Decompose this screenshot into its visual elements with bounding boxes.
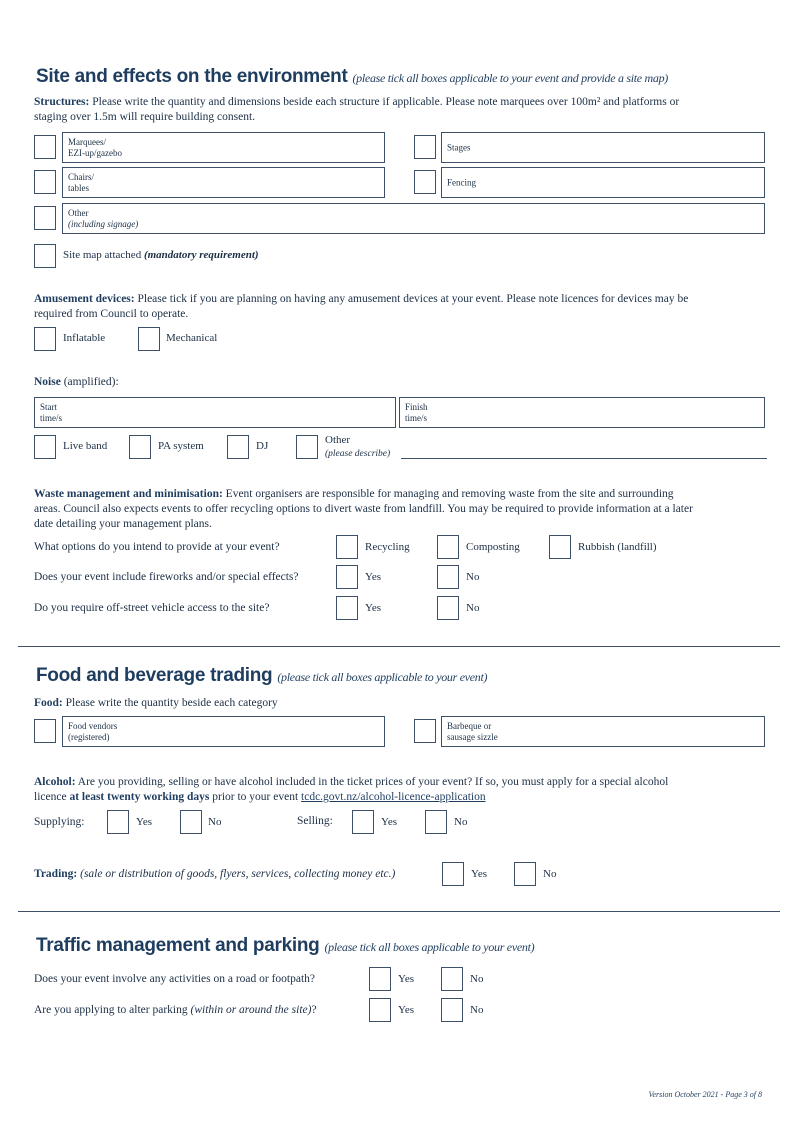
italic-text: (sale or distribution of goods, flyers, services, collecting money etc.) xyxy=(80,868,396,880)
other-noise-checkbox[interactable] xyxy=(296,435,318,459)
text-span: Traffic management and parking xyxy=(36,935,320,956)
recycling-label: Recycling xyxy=(365,541,410,553)
amusement-text-2: required from Council to operate. xyxy=(34,308,189,320)
yes-label: Yes xyxy=(471,868,488,880)
vehicle-no-checkbox[interactable] xyxy=(437,596,459,620)
structures-text-2: staging over 1.5m will require building consent. xyxy=(34,111,256,123)
field-label xyxy=(68,721,117,743)
start-time-field[interactable] xyxy=(34,397,396,428)
section-divider xyxy=(18,911,780,912)
text-span: Trading: xyxy=(34,868,78,880)
chairs-checkbox[interactable] xyxy=(34,170,56,194)
text-span: Waste management and minimisation: xyxy=(34,488,223,500)
selling-yes-checkbox[interactable] xyxy=(352,810,374,834)
marquees-checkbox[interactable] xyxy=(34,135,56,159)
parking-yes-checkbox[interactable] xyxy=(369,998,391,1022)
alcohol-text xyxy=(34,775,668,790)
field-label: Fencing xyxy=(447,177,476,187)
text-span: Barbeque or xyxy=(447,721,492,731)
title-text: Site and effects on the environment xyxy=(36,66,348,87)
field-label xyxy=(68,137,122,159)
text-span: EZI-up/gazebo xyxy=(68,148,122,158)
finish-time-field[interactable] xyxy=(399,397,765,428)
title-note: (please tick all boxes applicable to your event and provide a site map) xyxy=(352,71,668,85)
yes-label: Yes xyxy=(136,816,153,828)
text-span: sausage sizzle xyxy=(447,732,498,742)
section-title-traffic xyxy=(36,935,534,957)
text-span: (mandatory requirement) xyxy=(143,249,259,261)
road-no-checkbox[interactable] xyxy=(441,967,463,991)
italic-text: (please tick all boxes applicable to your event) xyxy=(277,670,488,684)
pa-system-label: PA system xyxy=(158,440,204,452)
text-span: Other xyxy=(325,434,351,446)
text-span: time/s xyxy=(40,413,62,423)
fencing-checkbox[interactable] xyxy=(414,170,436,194)
live-band-checkbox[interactable] xyxy=(34,435,56,459)
inflatable-checkbox[interactable] xyxy=(34,327,56,351)
waste-text-2: areas. Council also expects events to offer recycling options to divert waste from landfill. You may be required to provide information at a later xyxy=(34,503,693,515)
text-span: Start xyxy=(40,402,57,412)
field-label xyxy=(447,721,498,743)
yes-label: Yes xyxy=(365,571,382,583)
text-span: prior to your event xyxy=(212,791,299,803)
text-span: Are you providing, selling or have alcohol included in the ticket prices of your event? If so, you must apply for a special alcohol xyxy=(77,776,669,788)
inflatable-label: Inflatable xyxy=(63,332,106,344)
supplying-yes-checkbox[interactable] xyxy=(107,810,129,834)
waste-text-3: date detailing your management plans. xyxy=(34,518,212,530)
road-question: Does your event involve any activities on a road or footpath? xyxy=(34,973,316,985)
fireworks-no-checkbox[interactable] xyxy=(437,565,459,589)
site-map-label xyxy=(63,249,259,261)
text-span: Site map attached xyxy=(63,249,142,261)
text-span: Are you applying to alter parking xyxy=(34,1004,188,1016)
trading-yes-checkbox[interactable] xyxy=(442,862,464,886)
italic-text: (including signage) xyxy=(68,219,139,229)
supplying-no-checkbox[interactable] xyxy=(180,810,202,834)
waste-options-question: What options do you intend to provide at your event? xyxy=(34,541,280,553)
fireworks-yes-checkbox[interactable] xyxy=(336,565,358,589)
text-span: Other xyxy=(68,208,89,218)
alcohol-text-2 xyxy=(34,790,486,805)
yes-label: Yes xyxy=(381,816,398,828)
text-span: licence xyxy=(34,791,67,803)
selling-label: Selling: xyxy=(297,815,333,827)
mechanical-label: Mechanical xyxy=(166,332,218,344)
text-span: Amusement devices: xyxy=(34,293,135,305)
no-label: No xyxy=(208,816,222,828)
dj-checkbox[interactable] xyxy=(227,435,249,459)
stages-field[interactable] xyxy=(441,132,765,163)
parking-no-checkbox[interactable] xyxy=(441,998,463,1022)
text-span: Chairs/ xyxy=(68,172,94,182)
text: Please write the quantity and dimensions beside each structure if applicable. Please note marquees over 100m² and platforms or xyxy=(92,96,680,108)
field-label xyxy=(405,402,428,424)
noise-heading xyxy=(34,375,119,390)
text-span: Alcohol: xyxy=(34,776,76,788)
bbq-field[interactable] xyxy=(441,716,765,747)
mechanical-checkbox[interactable] xyxy=(138,327,160,351)
trading-text xyxy=(34,867,395,882)
section-divider xyxy=(18,646,780,647)
text-span: Please tick if you are planning on having any amusement devices at your event. Please note licences for devices may be xyxy=(137,293,689,305)
stages-checkbox[interactable] xyxy=(414,135,436,159)
food-vendors-checkbox[interactable] xyxy=(34,719,56,743)
alcohol-licence-link[interactable]: tcdc.govt.nz/alcohol-licence-application xyxy=(301,791,486,803)
pa-system-checkbox[interactable] xyxy=(129,435,151,459)
other-structure-field[interactable] xyxy=(62,203,765,234)
food-text xyxy=(34,696,278,711)
composting-label: Composting xyxy=(466,541,520,553)
fencing-field[interactable] xyxy=(441,167,765,198)
no-label: No xyxy=(470,973,484,985)
live-band-label: Live band xyxy=(63,440,108,452)
italic-text xyxy=(144,249,259,261)
vehicle-yes-checkbox[interactable] xyxy=(336,596,358,620)
no-label: No xyxy=(470,1004,484,1016)
food-vendors-field[interactable] xyxy=(62,716,385,747)
text-span: Food and beverage trading xyxy=(36,665,273,686)
rubbish-checkbox[interactable] xyxy=(549,535,571,559)
structures-text xyxy=(34,95,679,110)
no-label: No xyxy=(454,816,468,828)
section-title-site xyxy=(36,66,668,88)
other-structure-checkbox[interactable] xyxy=(34,206,56,230)
text-span: Noise xyxy=(34,376,61,388)
label: Structures: xyxy=(34,96,90,108)
text-span: time/s xyxy=(405,413,427,423)
text-span: at least twenty working days xyxy=(69,791,210,803)
text-span: Event organisers are responsible for managing and removing waste from the site and surrounding xyxy=(225,488,674,500)
text-span: Food: xyxy=(34,697,63,709)
recycling-checkbox[interactable] xyxy=(336,535,358,559)
amusement-text xyxy=(34,292,688,307)
bbq-checkbox[interactable] xyxy=(414,719,436,743)
text-span: ? xyxy=(311,1004,317,1016)
selling-no-checkbox[interactable] xyxy=(425,810,447,834)
vehicle-question: Do you require off-street vehicle access to the site? xyxy=(34,602,270,614)
waste-text xyxy=(34,487,674,502)
chairs-field[interactable] xyxy=(62,167,385,198)
other-noise-label xyxy=(325,434,390,461)
text-span: Food vendors xyxy=(68,721,118,731)
italic-text: (please tick all boxes applicable to your event) xyxy=(324,940,535,954)
parking-question xyxy=(34,1003,317,1018)
page-footer: Version October 2021 - Page 3 of 8 xyxy=(648,1090,762,1099)
field-label xyxy=(40,402,62,424)
text-span: Finish xyxy=(405,402,428,412)
field-label xyxy=(68,172,94,194)
no-label: No xyxy=(466,571,480,583)
field-label xyxy=(68,208,138,230)
text-span: tables xyxy=(68,183,89,193)
text-span: (registered) xyxy=(68,732,110,742)
section-title-food xyxy=(36,665,487,687)
no-label: No xyxy=(466,602,480,614)
fireworks-question: Does your event include fireworks and/or special effects? xyxy=(34,571,299,583)
yes-label: Yes xyxy=(365,602,382,614)
rubbish-label: Rubbish (landfill) xyxy=(578,541,657,553)
italic-text: (within or around the site) xyxy=(190,1004,312,1016)
field-label: Stages xyxy=(447,142,471,152)
yes-label: Yes xyxy=(398,973,415,985)
text-span: Please write the quantity beside each category xyxy=(65,697,278,709)
other-noise-describe-line[interactable] xyxy=(401,458,767,459)
supplying-label: Supplying: xyxy=(34,816,85,828)
yes-label: Yes xyxy=(398,1004,415,1016)
no-label: No xyxy=(543,868,557,880)
road-yes-checkbox[interactable] xyxy=(369,967,391,991)
site-map-checkbox[interactable] xyxy=(34,244,56,268)
marquees-field[interactable] xyxy=(62,132,385,163)
trading-no-checkbox[interactable] xyxy=(514,862,536,886)
composting-checkbox[interactable] xyxy=(437,535,459,559)
dj-label: DJ xyxy=(256,440,269,452)
text-span: (amplified): xyxy=(63,376,119,388)
italic-text: (please describe) xyxy=(325,449,391,459)
text-span: Marquees/ xyxy=(68,137,106,147)
